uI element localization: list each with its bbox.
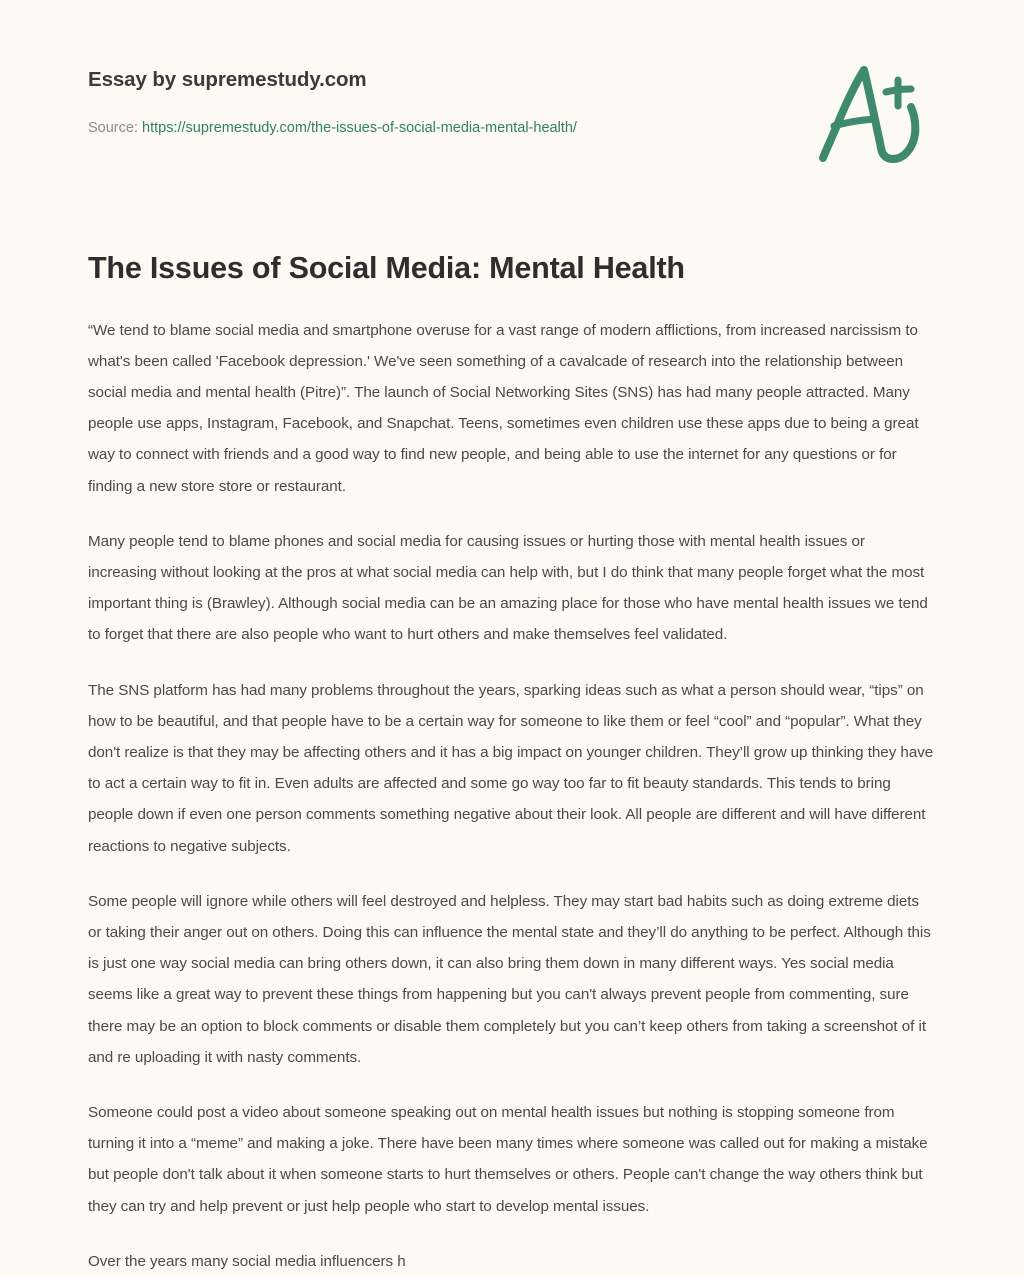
source-line [88, 120, 577, 136]
paragraph: “We tend to blame social media and smartphone overuse for a vast range of modern afflictions, from increased narcissism to what's been called 'Facebook depression.' We've seen something of a cavalcade of research into the relationship between social media and mental health (Pitre)”. The launch of Social Networking Sites (SNS) has had many people attracted. Many people use apps, Instagram, Facebook, and Snapchat. Teens, sometimes even children use these apps due to being a great way to connect with friends and a good way to find new people, and being able to use the internet for any questions or for finding a new store store or restaurant. [88, 321, 919, 495]
a-plus-logo-icon [814, 62, 930, 166]
byline: Essay by supremestudy.com [88, 68, 367, 91]
page-header [88, 0, 936, 188]
paragraph: Many people tend to blame phones and social media for causing issues or hurting those with mental health issues or increasing without looking at the pros at what social media can help with, but I do think that many people forget what the most important thing is (Brawley). Although social media can be an amazing place for those who have mental health issues we tend to forget that there are also people who want to hurt others and make themselves feel validated. [88, 532, 928, 644]
source-label: Source: [88, 120, 138, 136]
a-plus-logo [814, 62, 930, 166]
paragraph: The SNS platform has had many problems throughout the years, sparking ideas such as what a person should wear, “tips” on how to be beautiful, and that people have to be a certain way for someone to like them or feel “cool” and “popular”. What they don't realize is that they may be affecting others and it has a big impact on younger children. They’ll grow up thinking they have to act a certain way to fit in. Even adults are affected and some go way too far to fit beauty standards. This tends to bring people down if even one person comments something negative about their look. All people are different and will have different reactions to negative subjects. [88, 681, 934, 855]
article-body [88, 287, 936, 1277]
source-url-link[interactable]: https://supremestudy.com/the-issues-of-social-media-mental-health/ [142, 120, 577, 136]
paragraph: Some people will ignore while others will feel destroyed and helpless. They may start bad habits such as doing extreme diets or taking their anger out on others. Doing this can influence the mental state and they’ll do anything to be perfect. Although this is just one way social media can bring others down, it can also bring them down in many different ways. Yes social media seems like a great way to prevent these things from happening but you can't always prevent people from commenting, sure there may be an option to block comments or disable them completely but you can’t keep others from taking a screenshot of it and re uploading it with nasty comments. [88, 892, 931, 1066]
paragraph: Someone could post a video about someone speaking out on mental health issues but nothing is stopping someone from turning it into a “meme” and making a joke. There have been many times where someone was called out for making a mistake but people don't talk about it when someone starts to hurt themselves or others. People can't change the way others think but they can try and help prevent or just help people who start to develop mental issues. [88, 1104, 928, 1215]
page-title: The Issues of Social Media: Mental Health [88, 251, 685, 285]
paragraph-truncated: Over the years many social media influencers h [88, 1252, 406, 1270]
article [88, 188, 936, 1277]
